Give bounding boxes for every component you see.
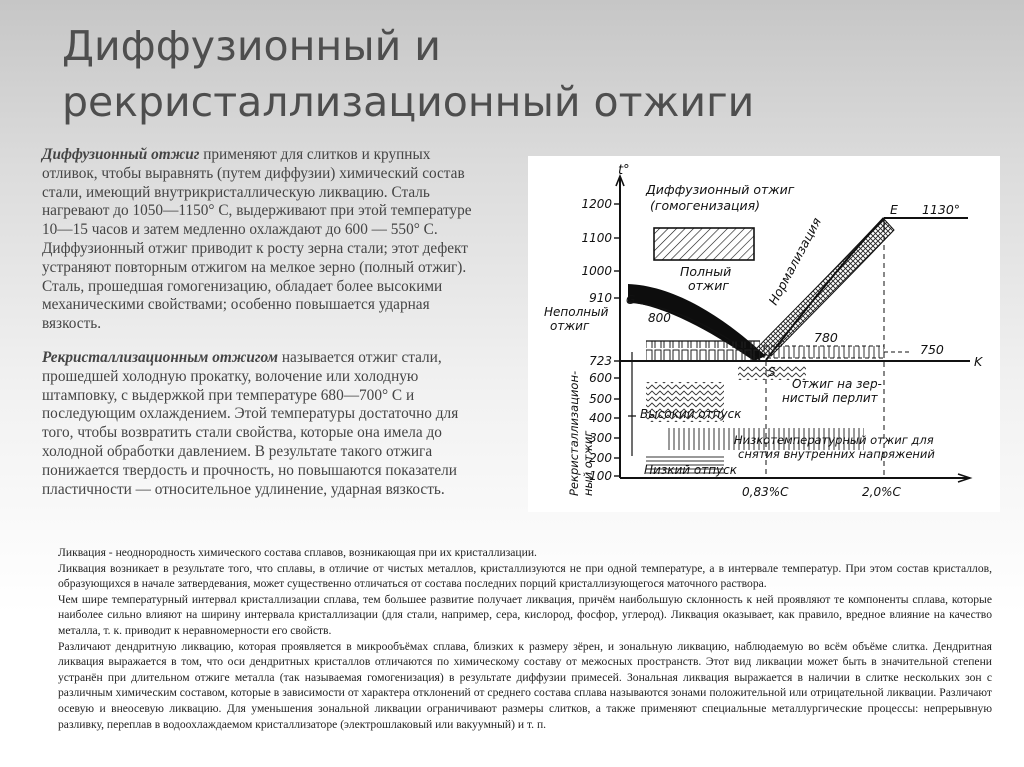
- incomplete-label-2: отжиг: [550, 319, 590, 333]
- slide-title-line2: рекристаллизационный отжиги: [62, 78, 755, 126]
- slide-title-line1: Диффузионный и: [62, 22, 441, 70]
- y-tick-label: 1000: [581, 264, 612, 278]
- y-tick-label: 500: [589, 392, 612, 406]
- liquation-notes: [58, 545, 992, 732]
- band-780: [764, 346, 884, 358]
- value-750: 750: [920, 342, 944, 357]
- y-tick-label: 300: [589, 431, 612, 445]
- x-tick-083: 0,83%С: [742, 485, 789, 499]
- high-temper-label: Высокий отпуск: [640, 407, 742, 421]
- y-tick-label: 400: [589, 411, 612, 425]
- notes-p1: Ликвация - неоднородность химического состава сплавов, возникающая при их кристаллизации.: [58, 546, 537, 559]
- point-S: S: [768, 365, 776, 379]
- low-temper-label: Низкий отпуск: [644, 463, 737, 477]
- full-annealing-label-1: Полный: [680, 264, 732, 279]
- notes-p3: Чем шире температурный интервал кристаллизации сплава, тем большее развитие получает ликвация, причём наибольшую склонность к ней проявляют те компоненты сплава, которые наиболее сильно влияют на ширину интервала кристаллизации (для стали, например, сера, кислород, фосфор, углерод). Ликвация оказывает, как правило, вредное влияние на качество металла, т. к. приводит к неравномерности его свойств.: [58, 592, 992, 637]
- diffusion-label-2: (гомогенизация): [650, 198, 761, 213]
- y-tick-label: 200: [589, 451, 612, 465]
- recrystallization-bracket: [628, 352, 636, 456]
- recrystallization-annealing-term: Рекристаллизационным отжигом: [42, 349, 279, 366]
- diffusion-annealing-paragraph: [42, 146, 489, 334]
- y-tick-label: 1100: [581, 231, 612, 245]
- y-tick-label: 1200: [581, 197, 612, 211]
- recryst-label-2: ный отжиг: [581, 430, 595, 496]
- diffusion-annealing-box: [654, 228, 754, 260]
- axis-t-label: t°: [618, 163, 630, 178]
- granular-label-1: Отжиг на зер-: [792, 377, 882, 391]
- low-anneal-label-1: Низкотемпературный отжиг для: [734, 433, 934, 447]
- annealing-diagram: [528, 156, 1000, 512]
- granular-label-2: нистый перлит: [782, 391, 878, 405]
- recrystallization-annealing-text: называется отжиг стали, прошедшей холодную прокатку, волочение или холодную штамповку, с выдержкой при температуре 680—700° С и последующим охлаждением. Этой температуры достаточно для того, чтобы возвратить стали свойства, которые она имела до холодной обработки давлением. В результате такого отжига понижается твердость и прочность, но повышаются показатели пластичности — относительное удлинение, ударная вязкость.: [42, 349, 459, 498]
- full-annealing-label-2: отжиг: [688, 278, 729, 293]
- slide-title: [62, 18, 962, 130]
- y-tick-label: 100: [589, 469, 612, 483]
- notes-p4: Различают дендритную ликвацию, которая проявляется в микрообъёмах сплава, близких к размеру зёрен, и зональную ликвацию, наблюдаемую во всём объёме слитка. Дендритная ликвация выражается в том, что оси дендритных кристаллов отличаются по химическому составу от межосных пространств. Этот вид ликвации может быть в значительной степени устранён при длительном отжиге металла (так называемая гомогенизация) в результате диффузии примесей. Зональная ликвация выражается в наличии в слитке нескольких зон с различным химическим составом, которые в зависимости от характера отклонений от среднего состава сплава называются зонами положительной или отрицательной ликвации. Различают осевую и внеосевую ликвацию. Для уменьшения зональной ликвации ограничивают размеры слитков, а также применяют специальные металлургические процессы: непрерывную разливку, переплав в водоохлаждаемом кристаллизаторе (электрошлаковый или вакуумный) и т. п.: [58, 639, 992, 731]
- annealing-diagram-svg: [528, 156, 1000, 512]
- diffusion-annealing-term: Диффузионный отжиг: [42, 146, 200, 163]
- incomplete-label-1: Неполный: [544, 305, 609, 319]
- y-tick-label: 600: [589, 371, 612, 385]
- notes-p2: Ликвация возникает в результате того, что сплавы, в отличие от чистых металлов, кристаллизуются не при одной температуре, а в интервале температур. При этом состав кристаллов, образующихся в начале затвердевания, может существенно отличаться от состава последних порций кристаллизующегося маточного раствора.: [58, 561, 992, 591]
- recryst-label-1: Рекристаллизацион-: [567, 370, 581, 496]
- point-E-temp: 1130°: [922, 202, 961, 217]
- y-tick-label: 910: [589, 291, 612, 305]
- value-780: 780: [814, 330, 838, 345]
- point-E: E: [890, 202, 898, 217]
- value-800: 800: [648, 311, 671, 325]
- incomplete-annealing-band: [646, 341, 760, 360]
- y-tick-label: 723: [589, 354, 612, 368]
- low-anneal-label-2: снятия внутренних напряжений: [738, 447, 935, 461]
- diffusion-annealing-text: применяют для слитков и крупных отливок, чтобы выравнять (путем диффузии) химический состав стали, имеющий внутрикристаллическую ликвацию. Сталь нагревают до 1050—1150° С, выдерживают при этой температуре 10—15 часов и затем медленно охлаждают до 600 — 550° С. Диффузионный отжиг приводит к росту зерна стали; этот дефект устраняют повторным отжигом на мелкое зерно (полный отжиг). Сталь, прошедшая гомогенизацию, обладает более высокими механическими свойствами; особенно повышается ударная вязкость.: [42, 146, 472, 333]
- diffusion-label-1: Диффузионный отжиг: [646, 182, 795, 197]
- normalization-label: Нормализация: [765, 215, 825, 308]
- point-K: K: [974, 354, 983, 369]
- x-tick-20: 2,0%С: [862, 485, 901, 499]
- recrystallization-annealing-paragraph: [42, 349, 489, 499]
- point-G: G: [626, 293, 636, 307]
